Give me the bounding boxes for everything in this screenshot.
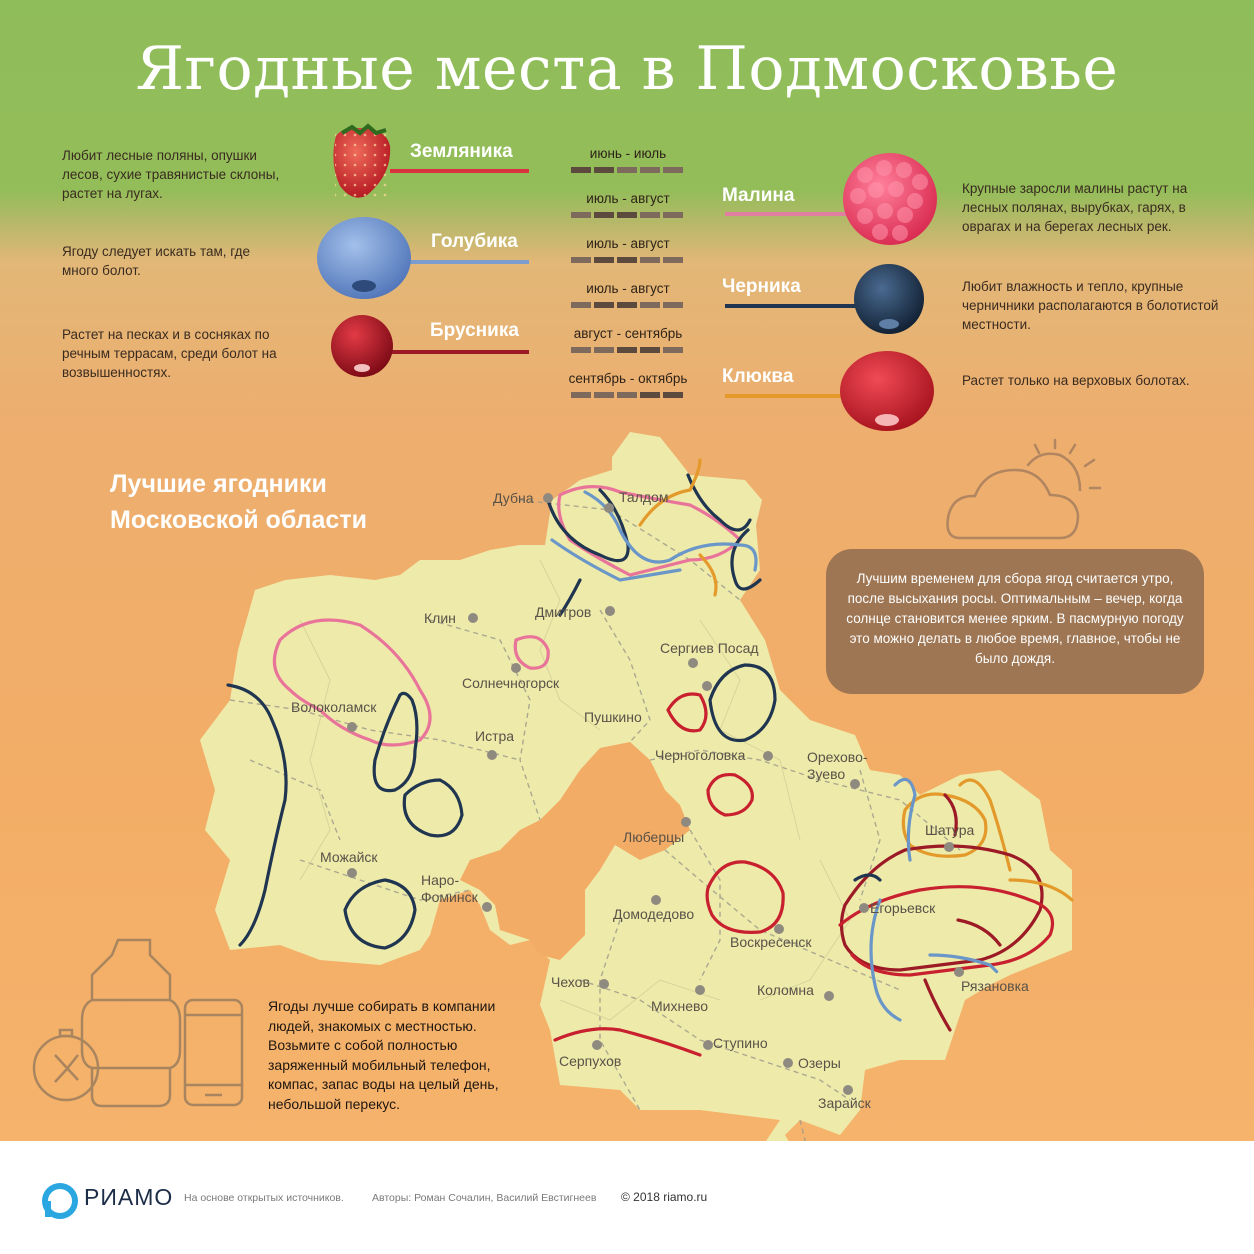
- city-klin: Клин: [424, 610, 456, 626]
- city-orekhovo-1: Орехово-: [807, 749, 868, 765]
- city-dmitrov: Дмитров: [535, 604, 592, 620]
- city-serpukhov: Серпухов: [559, 1053, 622, 1069]
- cranberry-description: Растет только на верховых болотах.: [962, 373, 1190, 388]
- raspberry-name: Малина: [722, 185, 795, 206]
- city-voskresensk: Воскресенск: [730, 934, 812, 950]
- cowberry-name: Брусника: [430, 320, 519, 341]
- cowberry-description: Растет на песках и в сосняках по речным террасам, среди болот на возвышенностях.: [62, 327, 277, 380]
- footer-source: На основе открытых источников.: [184, 1192, 344, 1204]
- city-shatura: Шатура: [925, 822, 975, 838]
- city-chekhov: Чехов: [551, 974, 590, 990]
- city-chernogolovka: Черноголовка: [655, 747, 746, 763]
- water-bottle-icon: [82, 940, 180, 1106]
- city-solnechnogorsk: Солнечногорск: [462, 675, 560, 691]
- city-domodedovo: Домодедово: [613, 906, 695, 922]
- strawberry-name: Земляника: [410, 141, 513, 162]
- supplies-icons: [34, 940, 242, 1106]
- bilberry-name: Черника: [722, 276, 801, 297]
- city-kolomna: Коломна: [757, 982, 814, 998]
- city-stupino: Ступино: [713, 1035, 768, 1051]
- raspberry-season: июль - август: [586, 191, 670, 206]
- cranberry-name: Клюква: [722, 366, 794, 387]
- cranberry-season: сентябрь - октябрь: [568, 371, 688, 386]
- strawberry-season: июнь - июль: [589, 146, 667, 161]
- blueberry-season: июль - август: [586, 236, 670, 251]
- city-naro-1: Наро-: [421, 872, 460, 888]
- map-heading-line-1: Лучшие ягодники: [110, 470, 327, 498]
- bilberry-season: июль - август: [586, 281, 670, 296]
- city-taldom: Талдом: [619, 489, 669, 505]
- sun-cloud-icon: [948, 440, 1101, 538]
- advice-text: Ягоды лучше собирать в компании людей, знакомых с местностью. Возьмите с собой полностью заряженный мобильный телефон, компас, запас воды на целый день, небольшой перекус.: [268, 998, 499, 1112]
- bilberry-description: Любит влажность и тепло, крупные черничники располагаются в болотистой местности.: [962, 279, 1219, 332]
- city-ryazanovka: Рязановка: [961, 978, 1029, 994]
- city-lyubertsy: Люберцы: [623, 829, 685, 845]
- riamo-logo[interactable]: РИАМО: [84, 1184, 174, 1210]
- city-mikhnevo: Михнево: [651, 998, 709, 1014]
- tip-box: Лучшим временем для сбора ягод считается утро, после высыхания росы. Оптимальным – вечер, когда солнце становится менее ярким. В пасмурную погоду это можно делать в любое время, главное, чтобы не было дождя.: [826, 549, 1204, 694]
- city-naro-2: Фоминск: [421, 889, 478, 905]
- city-mozhaisk: Можайск: [320, 849, 378, 865]
- city-egorievsk: Егорьевск: [870, 900, 936, 916]
- city-volokolamsk: Волоколамск: [291, 699, 377, 715]
- city-dubna: Дубна: [493, 490, 534, 506]
- city-orekhovo-2: Зуево: [807, 766, 846, 782]
- city-istra: Истра: [475, 728, 515, 744]
- city-zaraisk: Зарайск: [818, 1095, 871, 1111]
- city-ozery: Озеры: [798, 1055, 841, 1071]
- footer-authors: Авторы: Роман Сочалин, Василий Евстигнеев: [372, 1192, 597, 1204]
- blueberry-name: Голубика: [431, 231, 518, 252]
- page-title: Ягодные места в Подмосковье: [135, 34, 1119, 104]
- city-pushkino: Пушкино: [584, 709, 642, 725]
- riamo-logo-icon: [42, 1183, 82, 1223]
- strawberry-description: Любит лесные поляны, опушки лесов, сухие травянистые склоны, растет на лугах.: [62, 148, 280, 201]
- map-heading: [110, 466, 367, 538]
- phone-icon: [185, 1000, 242, 1105]
- city-sergiev-posad: Сергиев Посад: [660, 640, 759, 656]
- raspberry-description: Крупные заросли малины растут на лесных полянах, вырубках, гарях, в оврагах и на берегах лесных рек.: [962, 181, 1188, 234]
- cowberry-season: август - сентябрь: [573, 326, 683, 341]
- footer-copyright[interactable]: © 2018 riamo.ru: [621, 1190, 708, 1204]
- map-heading-line-2: Московской области: [110, 506, 367, 534]
- blueberry-description: Ягоду следует искать там, где много болот.: [62, 244, 250, 278]
